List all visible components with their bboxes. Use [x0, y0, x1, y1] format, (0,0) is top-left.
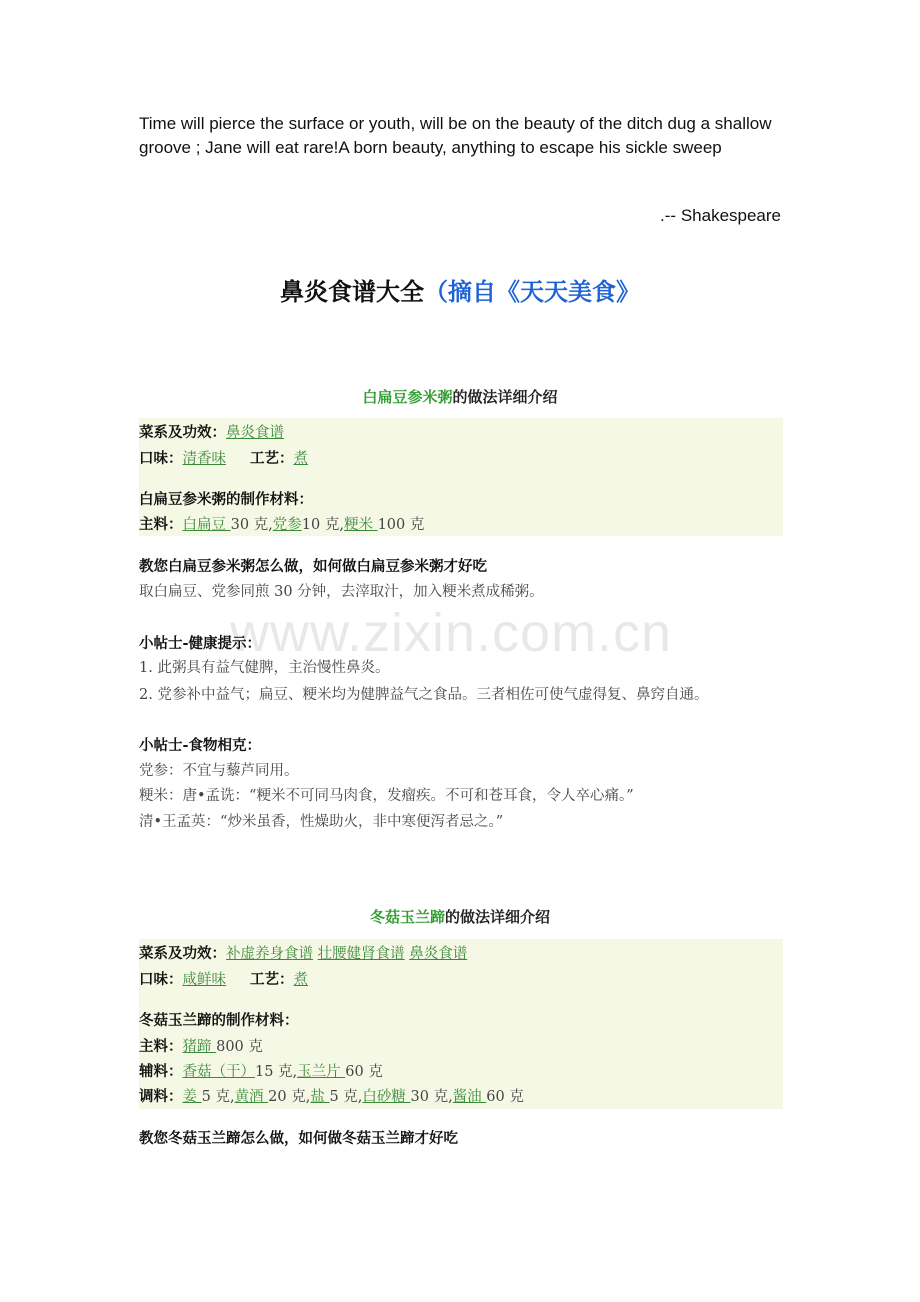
health-tip-item: 2. 党参补中益气；扁豆、粳米均为健脾益气之食品。三者相佐可使气虚得复、鼻窍自通。 — [139, 687, 709, 703]
recipe-1-howto-heading: 教您白扁豆参米粥怎么做，如何做白扁豆参米粥才好吃 — [139, 558, 487, 575]
food-tip-item: 粳米：唐•孟诜：“粳米不可同马肉食，发瘤疾。不可和苍耳食，令人卒心痛。” — [139, 788, 634, 804]
recipe-1-howto-text: 取白扁豆、党参同煎 30 分钟，去滓取汁，加入粳米煮成稀粥。 — [139, 584, 544, 600]
ingredient-link[interactable]: 酱油 — [452, 1089, 487, 1105]
recipe-2-name: 冬菇玉兰蹄 — [369, 908, 445, 926]
taste-label: 口味： — [139, 971, 183, 988]
category-link[interactable]: 补虚养身食谱 — [226, 946, 313, 962]
ingredient-qty: 60 克 — [486, 1089, 524, 1105]
ingredient-link[interactable]: 黄酒 — [234, 1089, 269, 1105]
food-tip-item: 清•王孟英：“炒米虽香，性燥助火，非中寒便泻者忌之。” — [139, 814, 504, 830]
ingredient-qty: 30 克, — [230, 517, 273, 533]
main-label: 主料： — [139, 516, 183, 533]
epigraph-attribution: .-- Shakespeare — [660, 206, 781, 225]
recipe-2-howto-heading: 教您冬菇玉兰蹄怎么做，如何做冬菇玉兰蹄才好吃 — [139, 1130, 458, 1147]
category-link[interactable]: 鼻炎食谱 — [226, 425, 284, 441]
food-tip-item: 党参：不宜与藜芦同用。 — [139, 763, 299, 779]
taste-label: 口味： — [139, 450, 183, 467]
ingredient-qty: 60 克 — [345, 1064, 383, 1080]
ingredient-qty: 30 克, — [410, 1089, 453, 1105]
recipe-2-seasonings — [139, 1086, 524, 1108]
category-label: 菜系及功效： — [139, 424, 226, 441]
recipe-1-category-row — [139, 422, 284, 444]
ingredient-qty: 100 克 — [377, 517, 425, 533]
recipe-1-title — [0, 386, 920, 407]
ingredient-link[interactable]: 玉兰片 — [297, 1064, 346, 1080]
craft-label: 工艺： — [250, 450, 294, 467]
ingredient-link[interactable]: 猪蹄 — [182, 1039, 217, 1055]
ingredient-qty: 15 克, — [255, 1064, 298, 1080]
category-link[interactable]: 壮腰健肾食谱 — [317, 946, 405, 962]
taste-link[interactable]: 咸鲜味 — [182, 972, 226, 988]
ingredient-qty: 20 克, — [268, 1089, 311, 1105]
category-label: 菜系及功效： — [139, 945, 226, 962]
taste-link[interactable]: 清香味 — [182, 451, 226, 467]
recipe-2-main-ingredients — [139, 1036, 263, 1058]
ingredient-qty: 800 克 — [216, 1039, 263, 1055]
recipe-1-taste-row — [139, 448, 308, 470]
recipe-1-materials-heading: 白扁豆参米粥的制作材料： — [139, 491, 313, 508]
ingredient-qty: 10 克, — [301, 517, 344, 533]
ingredient-link[interactable]: 姜 — [182, 1089, 202, 1105]
epigraph-quote: Time will pierce the surface or youth, will be on the beauty of the ditch dug a shallow groove ; Jane will eat rare!A born beauty, anything to escape his sickle sweep — [139, 114, 772, 157]
ingredient-link[interactable]: 党参 — [272, 517, 302, 533]
ingredient-qty: 5 克, — [329, 1089, 363, 1105]
category-link[interactable]: 鼻炎食谱 — [409, 946, 468, 962]
watermark: www.zixin.com.cn — [230, 603, 673, 663]
health-tip-item: 1. 此粥具有益气健脾，主治慢性鼻炎。 — [139, 660, 390, 676]
recipe-2-materials-heading: 冬菇玉兰蹄的制作材料： — [139, 1012, 299, 1029]
aux-label: 辅料： — [139, 1063, 183, 1080]
recipe-2-taste-row — [139, 969, 308, 991]
recipe-1-name: 白扁豆参米粥 — [362, 388, 453, 406]
ingredient-link[interactable]: 粳米 — [343, 517, 378, 533]
seasoning-label: 调料： — [139, 1088, 183, 1105]
craft-label: 工艺： — [250, 971, 294, 988]
page-title-source: （摘自《天天美食》 — [424, 278, 640, 306]
recipe-1-health-tips-heading: 小帖士-健康提示： — [139, 635, 262, 652]
ingredient-link[interactable]: 白扁豆 — [182, 517, 231, 533]
recipe-2-category-row — [139, 943, 467, 965]
ingredient-link[interactable]: 香菇（干） — [182, 1064, 255, 1080]
recipe-2-title-suffix: 的做法详细介绍 — [445, 908, 551, 926]
ingredient-qty: 5 克, — [201, 1089, 235, 1105]
recipe-2-aux-ingredients — [139, 1061, 383, 1083]
craft-link[interactable]: 煮 — [293, 972, 308, 988]
recipe-1-title-suffix: 的做法详细介绍 — [452, 388, 558, 406]
page-title-text: 鼻炎食谱大全 — [280, 278, 424, 306]
recipe-1-food-tips-heading: 小帖士-食物相克： — [139, 737, 262, 754]
recipe-1-main-ingredients — [139, 514, 424, 536]
craft-link[interactable]: 煮 — [293, 451, 308, 467]
main-label: 主料： — [139, 1038, 183, 1055]
recipe-2-title — [0, 906, 920, 927]
ingredient-link[interactable]: 盐 — [310, 1089, 330, 1105]
page-title — [0, 272, 920, 307]
ingredient-link[interactable]: 白砂糖 — [362, 1089, 411, 1105]
